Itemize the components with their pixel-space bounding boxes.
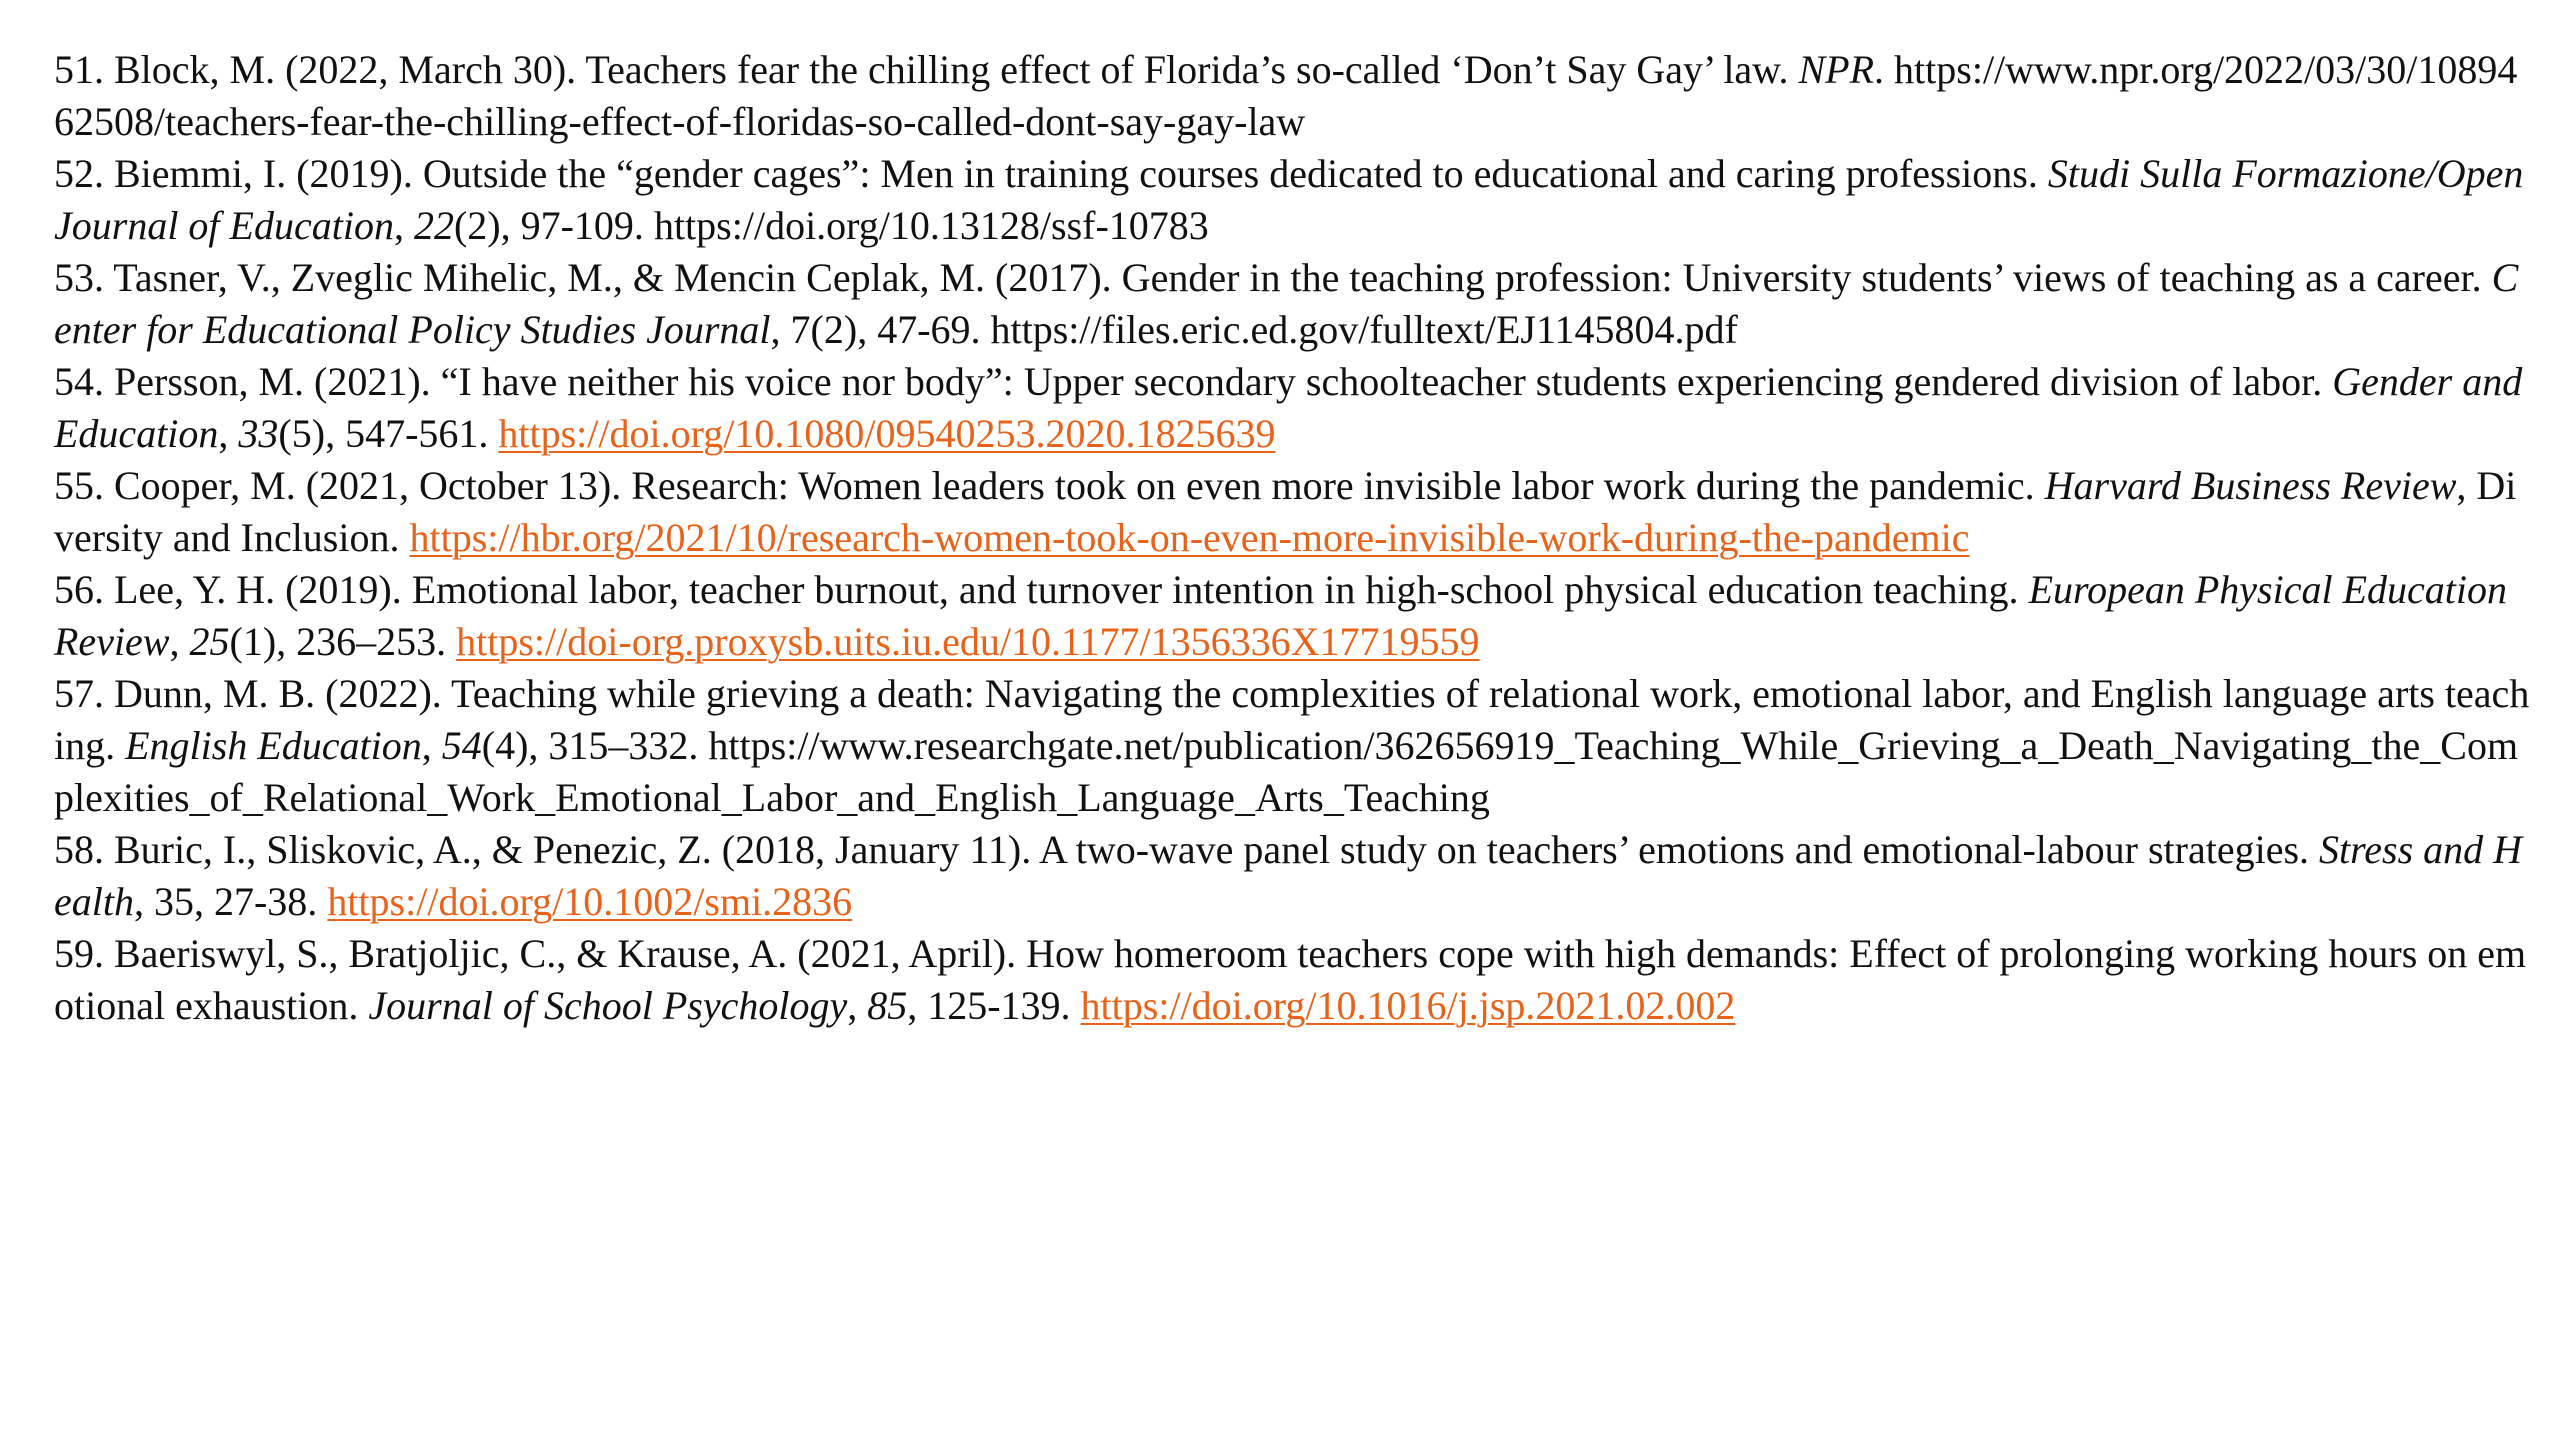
reference-number: 51. — [54, 47, 104, 92]
reference-item-54 — [54, 356, 2534, 460]
reference-text: , — [847, 983, 868, 1028]
reference-source: Harvard Business Review — [2044, 463, 2457, 508]
reference-text: , — [218, 411, 239, 456]
reference-item-57 — [54, 668, 2534, 824]
reference-text: Block, M. (2022, March 30). Teachers fear the chilling effect of Florida’s so-called ‘Don’t Say Gay’ law. — [114, 47, 1799, 92]
reference-item-51 — [54, 44, 2534, 148]
reference-source: European Physical Education Review — [54, 567, 2507, 664]
reference-source: Journal of School Psychology — [368, 983, 848, 1028]
reference-text: Cooper, M. (2021, October 13). Research: Women leaders took on even more invisible labor work during the pandemic. — [114, 463, 2045, 508]
reference-source: Studi Sulla Formazione/Open Journal of Education — [54, 151, 2524, 248]
reference-text: , 125-139. — [907, 983, 1081, 1028]
reference-number: 56. — [54, 567, 104, 612]
reference-text: , 7(2), 47-69. — [770, 307, 991, 352]
reference-item-59 — [54, 928, 2534, 1032]
reference-text: (2), 97-109. — [453, 203, 654, 248]
reference-source: Gender and Education — [54, 359, 2523, 456]
reference-volume: 54 — [441, 723, 482, 768]
reference-text: . — [1874, 47, 1895, 92]
reference-number: 53. — [54, 255, 104, 300]
reference-item-55 — [54, 460, 2534, 564]
reference-text: , — [421, 723, 442, 768]
reference-number: 55. — [54, 463, 104, 508]
reference-volume: 85 — [867, 983, 908, 1028]
reference-text: Lee, Y. H. (2019). Emotional labor, teacher burnout, and turnover intention in high-school physical education teaching. — [114, 567, 2029, 612]
reference-number: 54. — [54, 359, 104, 404]
reference-item-52 — [54, 148, 2534, 252]
reference-source: Stress and Health — [54, 827, 2523, 924]
reference-item-56 — [54, 564, 2534, 668]
reference-list — [54, 44, 2534, 1032]
reference-url: https://www.npr.org/2022/03/30/1089462508/teachers-fear-the-chilling-effect-of-floridas-so-called-dont-say-gay-law — [54, 47, 2518, 144]
reference-text: Persson, M. (2021). “I have neither his voice nor body”: Upper secondary schoolteacher students experiencing gendered division of labor. — [114, 359, 2333, 404]
reference-source: English Education — [125, 723, 422, 768]
reference-text: Biemmi, I. (2019). Outside the “gender cages”: Men in training courses dedicated to educational and caring professions. — [114, 151, 2048, 196]
reference-text: , — [169, 619, 190, 664]
reference-link[interactable]: https://doi.org/10.1080/09540253.2020.1825639 — [498, 411, 1276, 456]
reference-text: (1), 236–253. — [229, 619, 457, 664]
reference-url: https://www.researchgate.net/publication/362656919_Teaching_While_Grieving_a_Death_Navigating_the_Complexities_of_Relational_Work_Emotional_Labor_and_English_Language_Arts_Teaching — [54, 723, 2519, 820]
reference-text: (5), 547-561. — [278, 411, 499, 456]
reference-link[interactable]: https://hbr.org/2021/10/research-women-took-on-even-more-invisible-work-during-the-pandemic — [409, 515, 1970, 560]
reference-text: (4), 315–332. — [481, 723, 709, 768]
reference-text: , Diversity and Inclusion. — [54, 463, 2517, 560]
reference-volume: 33 — [238, 411, 279, 456]
reference-item-53 — [54, 252, 2534, 356]
reference-number: 57. — [54, 671, 104, 716]
reference-item-58 — [54, 824, 2534, 928]
reference-url: https://files.eric.ed.gov/fulltext/EJ1145804.pdf — [990, 307, 1738, 352]
reference-volume: 22 — [413, 203, 454, 248]
reference-source: NPR — [1798, 47, 1875, 92]
reference-source: Center for Educational Policy Studies Journal — [54, 255, 2519, 352]
reference-url: https://doi.org/10.13128/ssf-10783 — [653, 203, 1209, 248]
reference-text: , 35, 27-38. — [133, 879, 328, 924]
reference-link[interactable]: https://doi.org/10.1016/j.jsp.2021.02.002 — [1080, 983, 1736, 1028]
reference-text: Tasner, V., Zveglic Mihelic, M., & Mencin Ceplak, M. (2017). Gender in the teaching profession: University students’ views of teaching as a career. — [113, 255, 2492, 300]
reference-volume: 25 — [189, 619, 230, 664]
reference-text: , — [393, 203, 414, 248]
reference-number: 52. — [54, 151, 104, 196]
reference-text: Buric, I., Sliskovic, A., & Penezic, Z. (2018, January 11). A two-wave panel study on teachers’ emotions and emotional-labour strategies. — [114, 827, 2320, 872]
reference-link[interactable]: https://doi.org/10.1002/smi.2836 — [327, 879, 853, 924]
reference-text: Baeriswyl, S., Bratjoljic, C., & Krause, A. (2021, April). How homeroom teachers cope with high demands: Effect of prolonging working hours on emotional exhaustion. — [54, 931, 2527, 1028]
reference-text: Dunn, M. B. (2022). Teaching while grieving a death: Navigating the complexities of relational work, emotional labor, and English language arts teaching. — [54, 671, 2530, 768]
reference-link[interactable]: https://doi-org.proxysb.uits.iu.edu/10.1177/1356336X17719559 — [456, 619, 1480, 664]
reference-number: 58. — [54, 827, 104, 872]
reference-number: 59. — [54, 931, 104, 976]
